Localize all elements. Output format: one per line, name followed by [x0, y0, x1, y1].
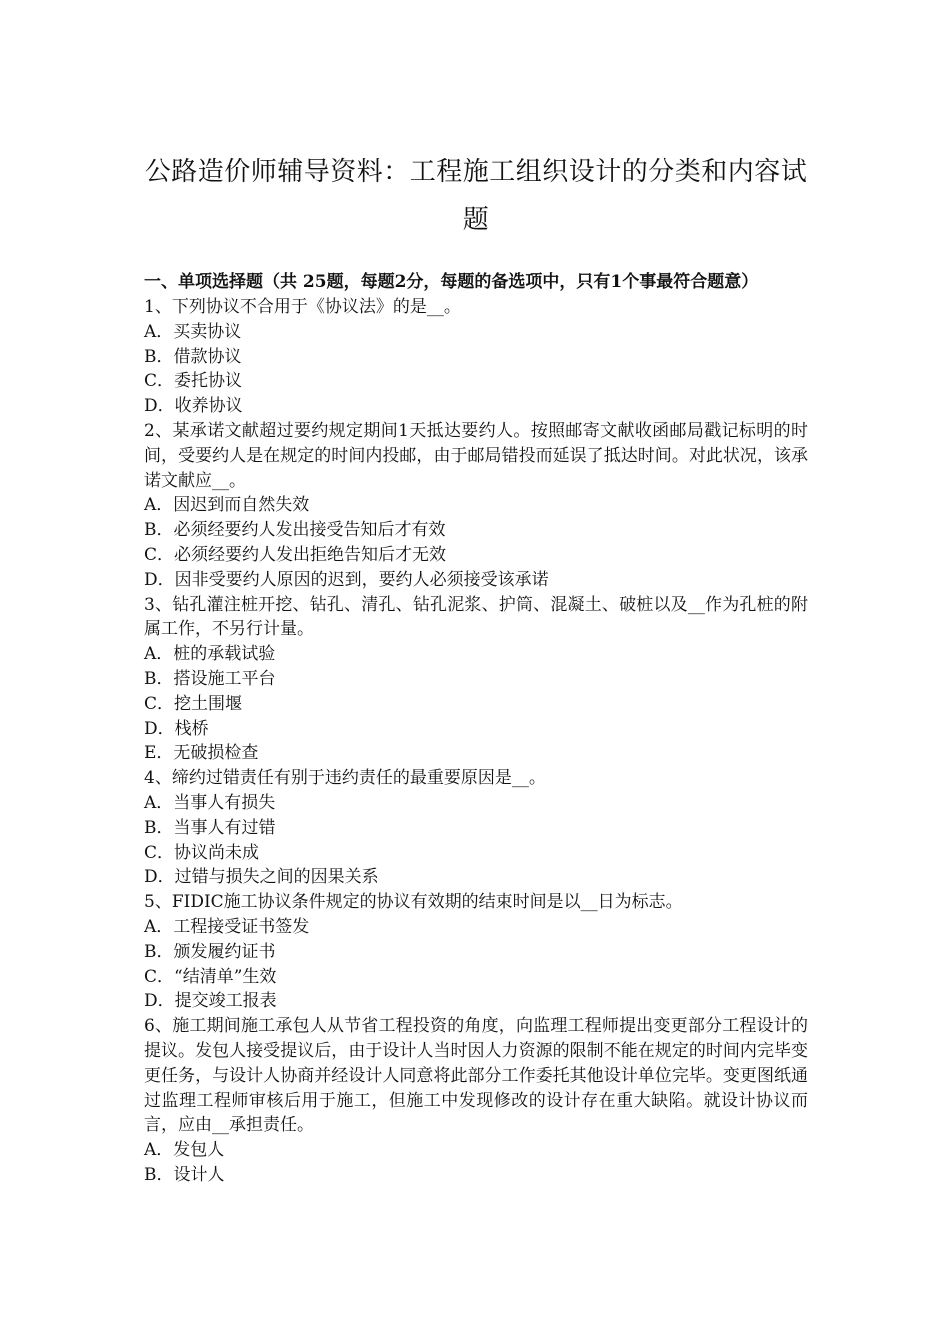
answer-option: C．委托协议 [144, 371, 243, 392]
answer-option: A．买卖协议 [144, 321, 242, 342]
question-item [144, 766, 808, 890]
answer-option: D．过错与损失之间的因果关系 [144, 867, 379, 888]
answer-option: B．借款协议 [144, 346, 242, 367]
question-item [144, 890, 808, 1014]
answer-option: D．提交竣工报表 [144, 991, 277, 1012]
answer-option: B．搭设施工平台 [144, 668, 276, 689]
answer-option: A．因迟到而自然失效 [144, 495, 310, 516]
answer-option: A．当事人有损失 [144, 792, 276, 813]
answer-option: B．颁发履约证书 [144, 941, 276, 962]
answer-option: C．“结清单”生效 [144, 966, 277, 987]
document-title: 公路造价师辅导资料：工程施工组织设计的分类和内容试题 [144, 157, 808, 235]
section-heading: 一、单项选择题（共 25题，每题2分，每题的备选项中，只有1个事最符合题意） [144, 272, 759, 292]
answer-option: A．桩的承载试验 [144, 644, 276, 665]
answer-option: B．当事人有过错 [144, 817, 276, 838]
answer-option: D．因非受要约人原因的迟到，要约人必须接受该承诺 [144, 569, 549, 590]
question-stem: 1、下列协议不合用于《协议法》的是__。 [144, 297, 461, 317]
question-stem: 2、某承诺文献超过要约规定期间1天抵达要约人。按照邮寄文献收函邮局戳记标明的时间，受要约人是在规定的时间内投邮，由于邮局错投而延误了抵达时间。对此状况，该承诺文献应__。 [144, 420, 808, 491]
answer-option: B．必须经要约人发出接受告知后才有效 [144, 520, 446, 541]
document-page [144, 0, 808, 1188]
answer-option: A．发包人 [144, 1140, 225, 1161]
question-stem: 6、施工期间施工承包人从节省工程投资的角度，向监理工程师提出变更部分工程设计的提议。发包人接受提议后，由于设计人当时因人力资源的限制不能在规定的时间内完毕变更任务，与设计人协商并经设计人同意将此部分工作委托其他设计单位完毕。变更图纸通过监理工程师审核后用于施工，但施工中发现修改的设计存在重大缺陷。就设计协议而言，应由__承担责任。 [144, 1016, 808, 1136]
question-item [144, 1014, 808, 1188]
answer-option: E．无破损检查 [144, 743, 259, 764]
question-item [144, 295, 808, 419]
answer-option: B．设计人 [144, 1164, 225, 1185]
answer-option: C．协议尚未成 [144, 842, 260, 863]
question-list [144, 295, 808, 1188]
answer-option: D．栈桥 [144, 718, 209, 739]
answer-option: A．工程接受证书签发 [144, 916, 310, 937]
question-stem: 4、缔约过错责任有别于违约责任的最重要原因是__。 [144, 768, 546, 789]
answer-option: D．收养协议 [144, 396, 243, 417]
answer-option: C．挖土围堰 [144, 693, 243, 714]
question-item [144, 593, 808, 767]
answer-option: C．必须经要约人发出拒绝告知后才无效 [144, 544, 447, 565]
question-stem: 3、钻孔灌注桩开挖、钻孔、清孔、钻孔泥浆、护筒、混凝土、破桩以及__作为孔桩的附属工作，不另行计量。 [144, 594, 808, 640]
question-item [144, 419, 808, 593]
question-stem: 5、FIDIC施工协议条件规定的协议有效期的结束时间是以__日为标志。 [144, 892, 683, 913]
